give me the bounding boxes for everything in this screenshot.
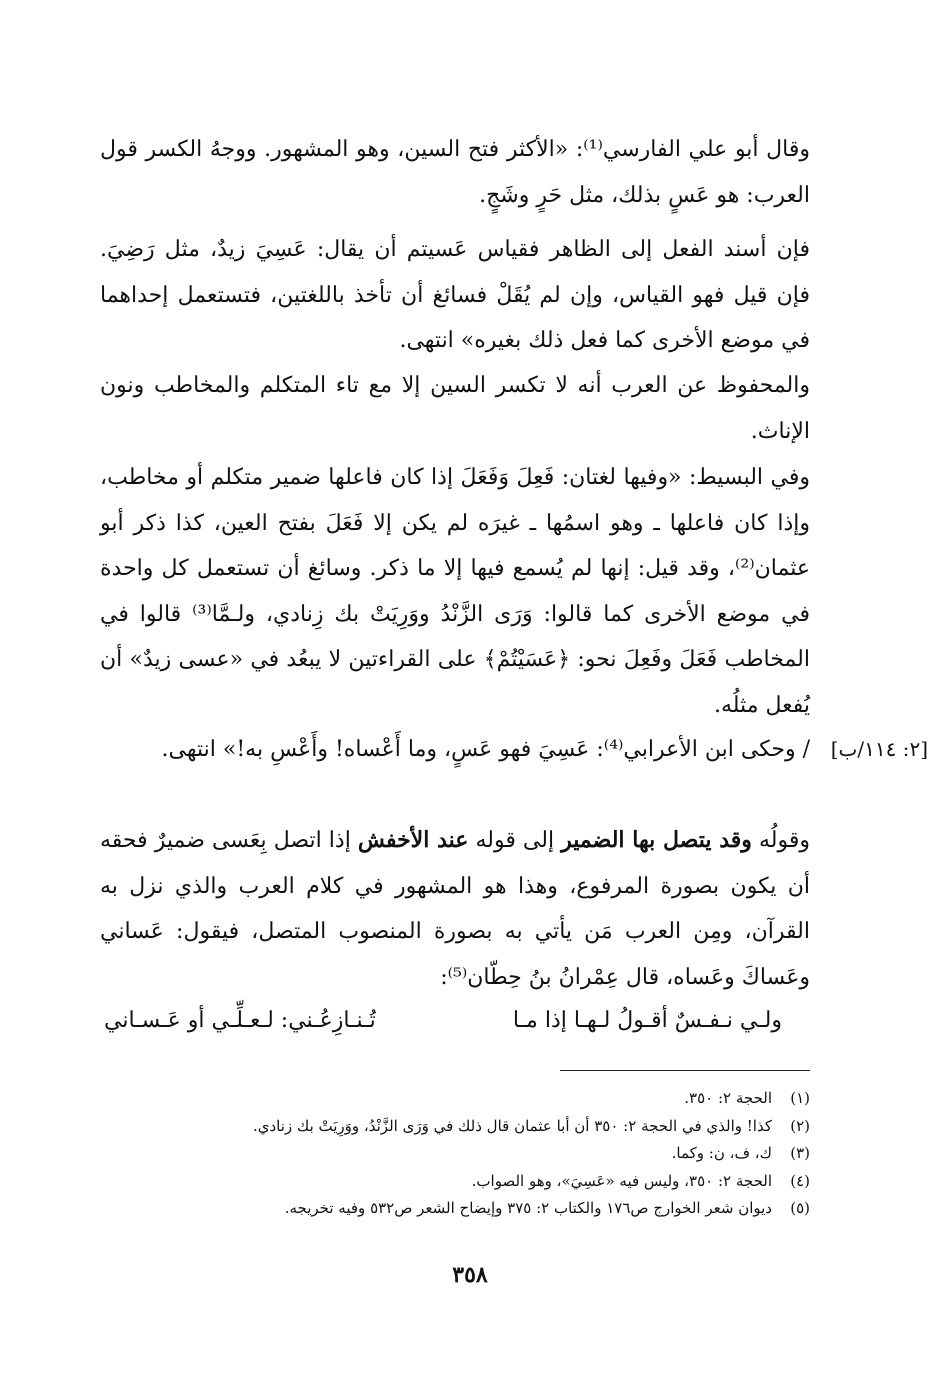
footnote-item [100, 1168, 810, 1196]
text-run: وقولُه [751, 828, 810, 853]
footnote-text: كذا! والذي في الحجة ٢: ٣٥٠ أن أبا عثمان قال ذلك في وَرَى الزَّنْدُ، ووَرِيَتْ بك زنادي. [252, 1116, 772, 1135]
footnote-text: ك، ف، ن: وكما. [671, 1144, 772, 1162]
paragraph-mahfuz [100, 363, 810, 454]
poetry-verse [100, 998, 810, 1044]
footnote-number: (٥) [790, 1199, 810, 1217]
footnote-item [100, 1140, 810, 1168]
footnote-text: ديوان شعر الخوارج ص١٧٦ والكتاب ٢: ٣٧٥ وإيضاح الشعر ص٥٣٢ وفيه تخريجه. [284, 1199, 772, 1217]
footnote-number: (٣) [790, 1144, 810, 1162]
verse-second-hemistich: تُـنـازِعُـني: لـعـلِّـي أو عَـسـاني [104, 1008, 376, 1033]
footnote-item [100, 1195, 810, 1223]
paragraph-akhfash [100, 818, 810, 1000]
footnote-item [100, 1085, 810, 1113]
paragraph-text [100, 818, 810, 1000]
paragraph-ibn-arabi [100, 727, 810, 773]
bold-quoted-matn: وقد يتصل بها الضمير [561, 827, 752, 853]
footnote-separator [560, 1070, 810, 1071]
footnote-item [100, 1113, 810, 1141]
paragraph-qiyas [100, 227, 810, 364]
paragraph-text: / وحكى ابن الأعرابي⁽⁴⁾: عَسِيَ فهو عَسٍ، وما أَعْساه! وأَعْسِ به!» انتهى. [161, 737, 810, 762]
footnote-number: (٢) [790, 1116, 810, 1135]
manuscript-folio-marker: [٢: ١١٤/ب] [830, 737, 928, 761]
paragraph-text: والمحفوظ عن العرب أنه لا تكسر السين إلا مع تاء المتكلم والمخاطب ونون الإناث. [100, 373, 810, 444]
text-run: إذا اتصل بِعَسى ضميرٌ فحقه أن يكون بصورة المرفوع، وهذا هو المشهور في كلام العرب والذي نزل به القرآن، ومِن العرب مَن يأتي به بصورة المنصوب المتصل، فيقول: عَساني وعَساكَ وعَساه، قال عِمْرانُ بنُ حِطّان⁽⁵⁾: [100, 828, 810, 990]
footnote-text: الحجة ٢: ٣٥٠. [684, 1089, 772, 1107]
paragraph-text: فإن أسند الفعل إلى الظاهر فقياس عَسيتم أن يقال: عَسِيَ زيدٌ، مثل رَضِيَ. فإن قيل فهو القياس، وإن لم يُقَلْ فسائغ أن تأخذ باللغتين، فتستعمل إحداهما في موضع الأخرى كما فعل ذلك بغيره» انتهى. [100, 237, 810, 353]
verse-line [100, 998, 810, 1044]
footnote-number: (١) [790, 1089, 810, 1107]
bold-quoted-matn: عند الأخفش [357, 827, 469, 853]
text-run: إلى قوله [468, 828, 562, 853]
verse-first-hemistich: ولـي نـفـسٌ أقـولُ لـهـا إذا مـا [512, 1008, 782, 1033]
paragraph-text: وفي البسيط: «وفيها لغتان: فَعِلَ وَفَعَلَ إذا كان فاعلها ضمير متكلم أو مخاطب، وإذا كان فاعلها ـ وهو اسمُها ـ غيرَه لم يكن إلا فَعَلَ بفتح العين، كذا ذكر أبو عثمان⁽²⁾، وقد قيل: إنها لم يُسمع فيها إلا ما ذكر. وسائغ أن تستعمل كل واحدة في موضع الأخرى كما قالوا: وَرَى الزَّنْدُ ووَرِيَتْ بك زِنادي، ولـمَّا⁽³⁾ قالوا في المخاطب فَعَلَ وفَعِلَ نحو: ﴿عَسَيْتُمْ﴾ على القراءتين لا يبعُد في «عسى زيدٌ» أن يُفعل مثلُه. [100, 465, 810, 718]
paragraph-basit-quote [100, 455, 810, 728]
footnotes-list [100, 1085, 810, 1223]
page-number: ٣٥٨ [452, 1262, 488, 1288]
paragraph-farisi-quote [100, 127, 810, 218]
paragraph-text: وقال أبو علي الفارسي⁽¹⁾: «الأكثر فتح السين، وهو المشهور. ووجهُ الكسر قول العرب: هو عَسٍ بذلك، مثل حَرٍ وشَجٍ. [100, 137, 811, 208]
footnote-text: الحجة ٢: ٣٥٠، وليس فيه «عَسِيَ»، وهو الصواب. [471, 1171, 772, 1190]
footnote-number: (٤) [790, 1171, 810, 1190]
